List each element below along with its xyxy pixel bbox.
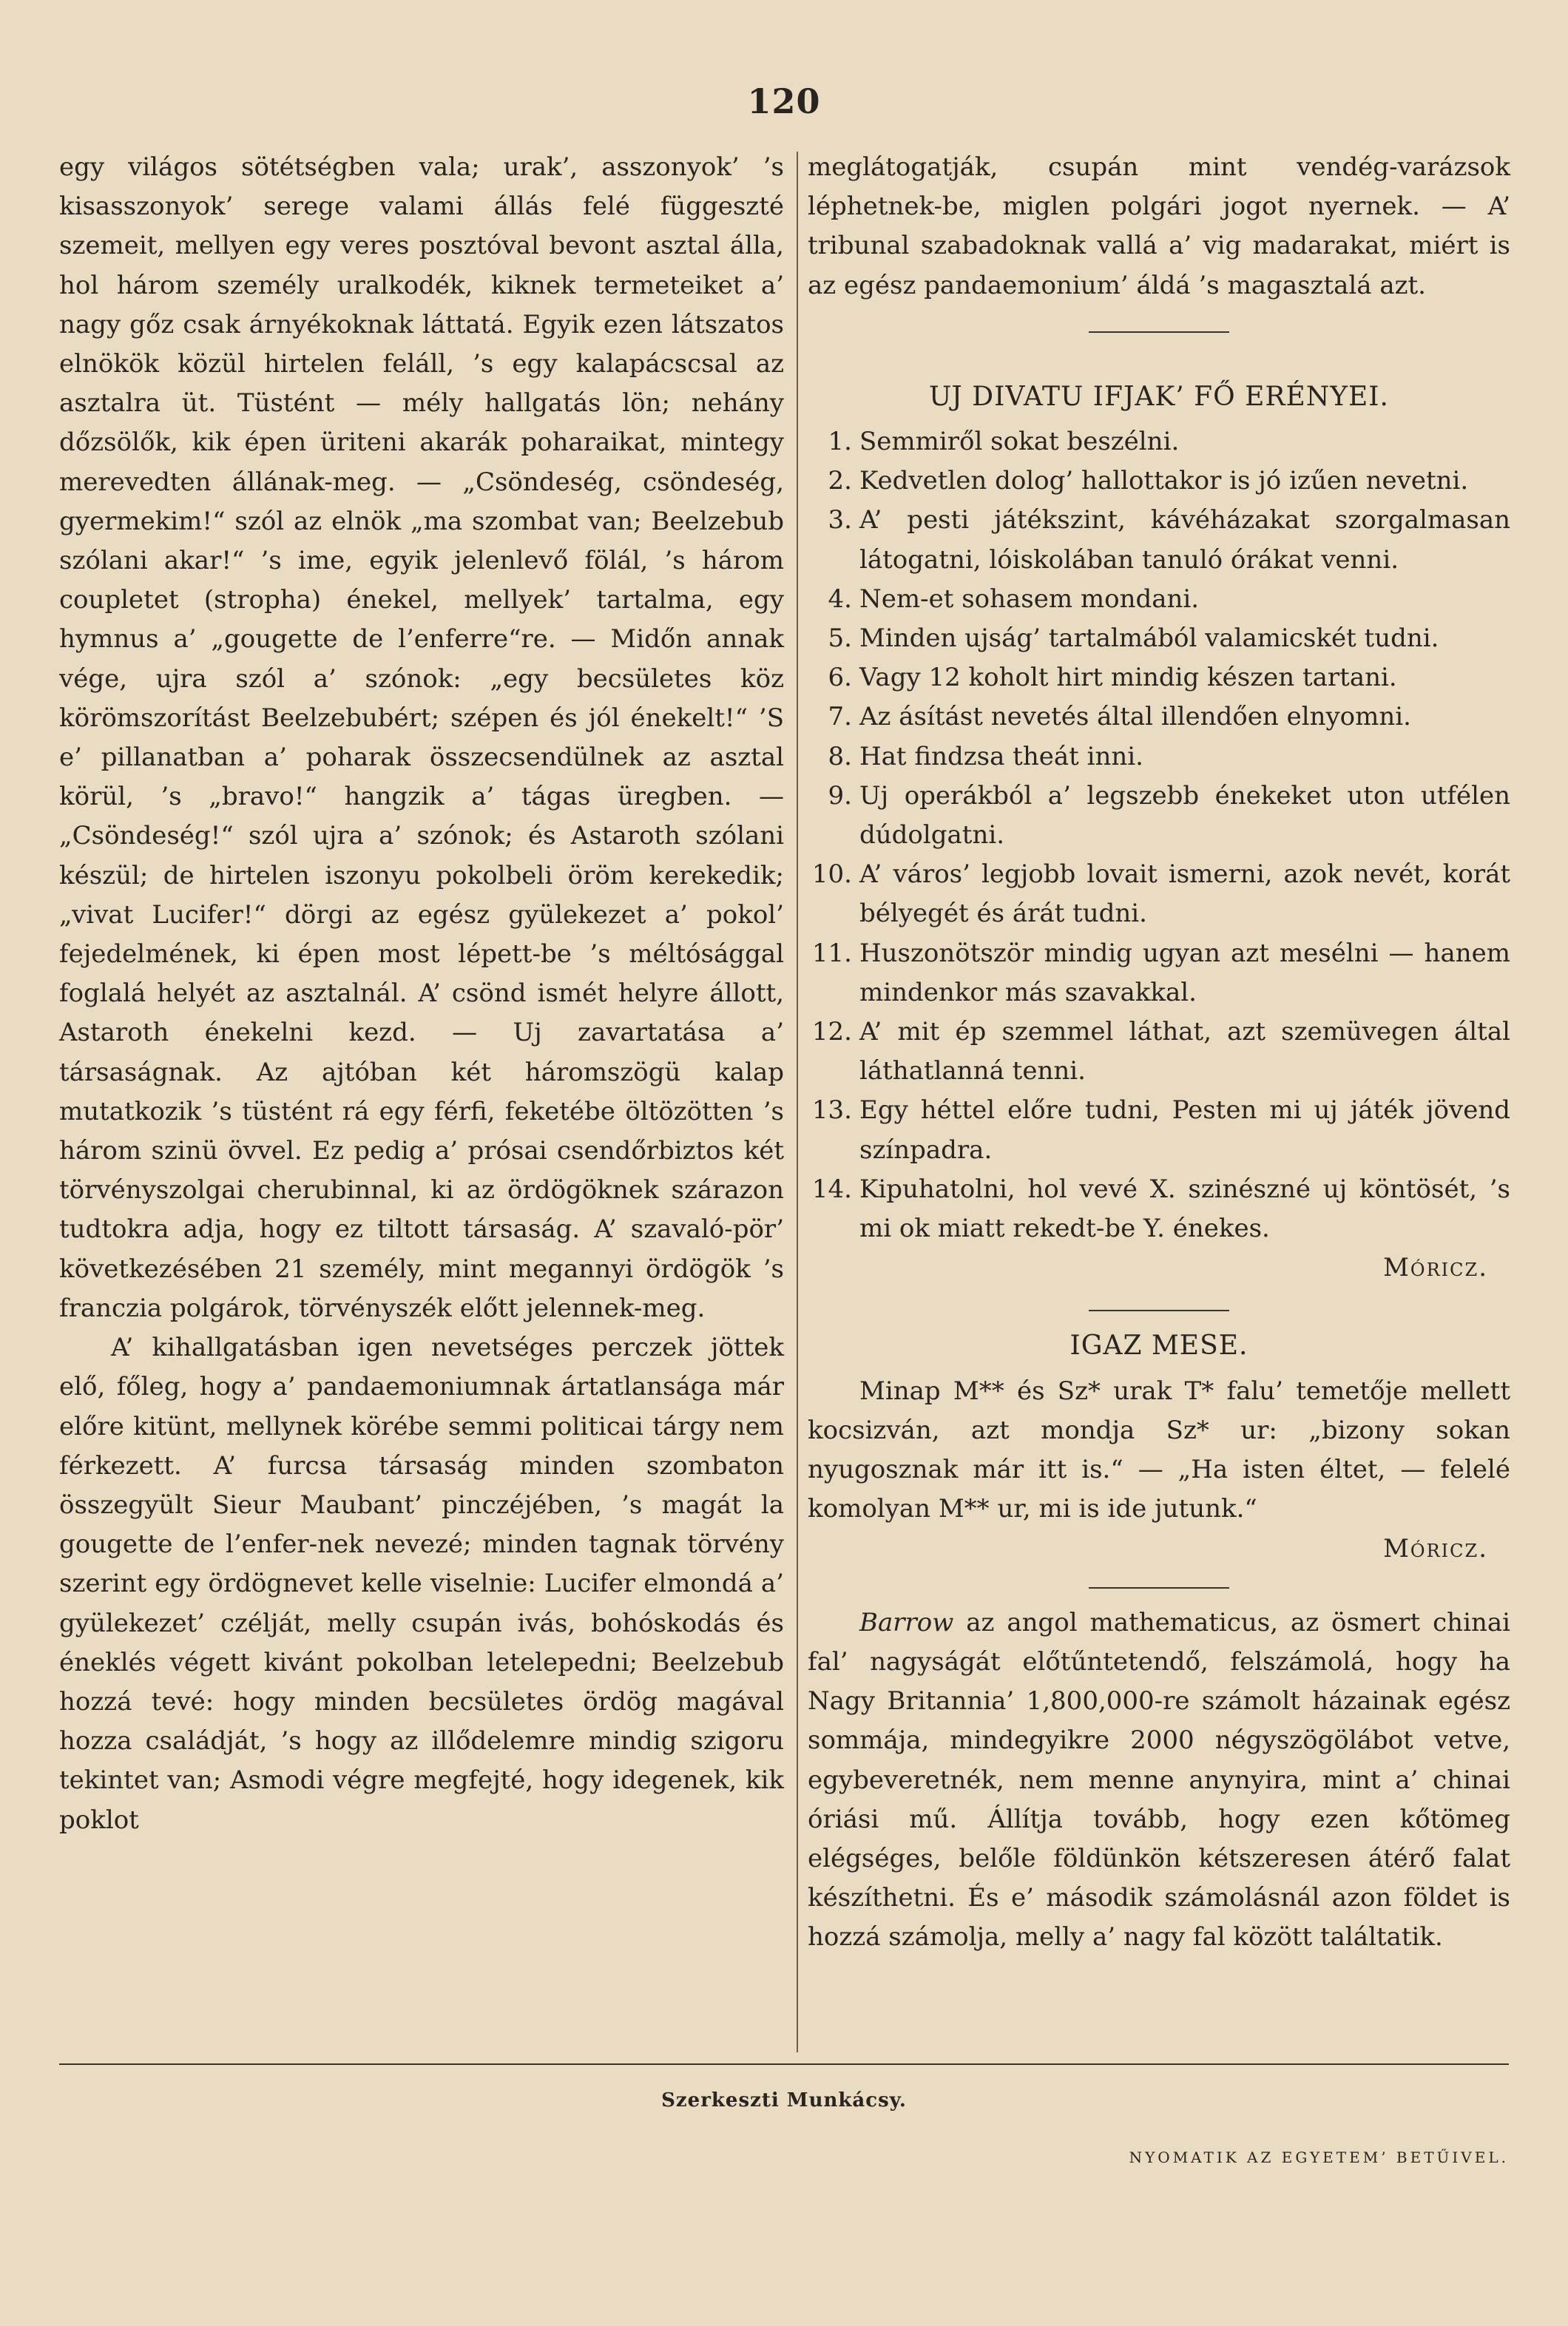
virtue-number: 5. (828, 623, 852, 654)
printer-line: NYOMATIK AZ EGYETEM’ BETŰIVEL. (1129, 2148, 1509, 2166)
virtue-text: Semmiről sokat beszélni. (859, 427, 1180, 457)
virtue-number: 14. (811, 1174, 852, 1204)
column-divider (797, 152, 798, 2052)
right-column (808, 148, 1510, 1958)
virtue-text: A’ mit ép szemmel láthat, azt szemüvegen által láthatlanná tenni. (859, 1017, 1510, 1086)
virtue-item (808, 1091, 1510, 1169)
virtue-text: Huszonötször mindig ugyan azt mesélni — hanem mindenkor más szavakkal. (859, 938, 1510, 1007)
virtue-number: 2. (828, 466, 852, 496)
left-column (59, 148, 784, 1840)
virtue-number: 10. (811, 859, 852, 890)
virtue-text: Egy héttel előre tudni, Pesten mi uj játék jövend színpadra. (859, 1095, 1510, 1165)
virtue-number: 9. (828, 780, 852, 811)
virtue-item (808, 580, 1510, 619)
section-separator (1089, 1310, 1229, 1311)
footer-rule (59, 2063, 1509, 2065)
virtue-item (808, 619, 1510, 658)
virtue-item (808, 697, 1510, 737)
virtue-item (808, 422, 1510, 462)
virtue-item (808, 737, 1510, 777)
virtue-item (808, 855, 1510, 933)
page-number: 120 (747, 81, 821, 121)
left-paragraph-1: egy világos sötétségben vala; urak’, asszonyok’ ’s kisasszonyok’ serege valami állás felé függeszté szemeit, mellyen egy veres posztóval bevont asztal álla, hol három személy uralkodék, kiknek termeteiket a’ nagy gőz csak árnyékoknak láttatá. Egyik ezen látszatos elnökök közül hirtelen feláll, ’s egy kalapácscsal az asztalra üt. Tüstént — mély hallgatás lön; nehány dőzsölők, kik épen üriteni akarák poharaikat, mintegy merevedten állának-meg. — „Csöndeség, csöndeség, gyermekim!“ szól az elnök „ma szombat van; Beelzebub szólani akar!“ ’s ime, egyik jelenlevő fölál, ’s három coupletet (stropha) énekel, mellyek’ tartalma, egy hymnus a’ „gougette de l’enferre“re. — Midőn annak vége, ujra szól a’ szónok: „egy becsületes köz körömszorítást Beelzebubért; szépen és jól énekelt!“ ’S e’ pillanatban a’ poharak összecsendülnek az asztal körül, ’s „bravo!“ hangzik a’ tágas üregben. — „Csöndeség!“ szól ujra a’ szónok; és Astaroth szólani készül; de hirtelen iszonyu pokolbeli öröm kerekedik; „vivat Lucifer!“ dörgi az egész gyülekezet a’ pokol’ fejedelmének, ki épen most lépett-be ’s méltósággal foglalá helyét az asztalnál. A’ csönd ismét helyre állott, Astaroth énekelni kezd. — Uj zavartatása a’ társaságnak. Az ajtóban két háromszögü kalap mutatkozik ’s tüstént rá egy férfi, feketébe öltözötten ’s három szinü övvel. Ez pedig a’ prósai csendőrbiztos két törvényszolgai cherubinnal, ki az ördögöknek szárazon tudtokra adja, hogy ez tiltott társaság. A’ szavaló-pör’ következésében 21 személy, mint megannyi ördögök ’s franczia polgárok, törvényszék előtt jelennek-meg. (59, 152, 784, 1323)
virtue-number: 8. (828, 741, 852, 771)
barrow-text: az angol mathematicus, az ösmert chinai fal’ nagyságát előtűntetendő, felszámolá, hogy ha Nagy Britannia’ 1,800,000-re számolt házainak egész sommája, mindegyikre 2000 négyszögölábot vetve, egybeveretnék, nem menne anynyira, mint a’ chinai óriási mű. Állítja tovább, hogy ezen kőtömeg elégséges, belőle földünkön kétszeresen átérő falat készíthetni. És e’ második számolásnál azon földet is hozzá számolja, melly a’ nagy fal között találtatik. (808, 1607, 1510, 1953)
virtue-number: 4. (828, 584, 852, 614)
signature-moricz-2: Móricz. (1383, 1533, 1488, 1563)
virtue-text: Kedvetlen dolog’ hallottakor is jó izűen nevetni. (859, 466, 1469, 496)
virtue-number: 1. (828, 427, 852, 457)
virtue-item (808, 934, 1510, 1012)
virtue-item (808, 1170, 1510, 1248)
virtue-number: 11. (811, 938, 852, 968)
virtue-text: Nem-et sohasem mondani. (859, 584, 1200, 614)
section-title-igaz-mese: IGAZ MESE. (1069, 1331, 1248, 1362)
virtue-item (808, 501, 1510, 579)
virtue-text: Uj operákból a’ legszebb énekeket uton utfélen dúdolgatni. (859, 780, 1510, 851)
virtue-number: 6. (828, 663, 852, 693)
virtue-text: A’ város’ legjobb lovait ismerni, azok nevét, korát bélyegét és árát tudni. (859, 859, 1510, 929)
virtues-list (808, 422, 1510, 1248)
section-title-virtues: UJ DIVATU IFJAK’ FŐ ERÉNYEI. (929, 381, 1389, 412)
virtue-item (808, 777, 1510, 855)
virtue-item (808, 1012, 1510, 1091)
barrow-paragraph (808, 1603, 1510, 1958)
virtue-text: Vagy 12 koholt hirt mindig készen tartani. (859, 663, 1397, 693)
virtue-text: Kipuhatolni, hol vevé X. szinészné uj köntösét, ’s mi ok miatt rekedt-be Y. énekes. (859, 1174, 1510, 1244)
editor-line: Szerkeszti Munkácsy. (661, 2089, 907, 2112)
right-continuation: meglátogatják, csupán mint vendég-varázsok léphetnek-be, miglen polgári jogot nyernek. — A’ tribunal szabadoknak vallá a’ vig madarakat, miért is az egész pandaemonium’ áldá ’s magasztalá azt. (808, 152, 1510, 300)
barrow-name: Barrow (859, 1607, 954, 1637)
virtue-number: 3. (828, 505, 852, 535)
section-separator (1089, 331, 1229, 333)
section-separator (1089, 1587, 1229, 1589)
virtue-number: 13. (811, 1095, 852, 1126)
virtue-item (808, 462, 1510, 501)
virtue-text: Az ásítást nevetés által illendően elnyomni. (859, 702, 1411, 732)
igaz-mese-text: Minap M** és Sz* urak T* falu’ temetője mellett kocsizván, azt mondja Sz* ur: „bizony sokan nyugosznak már itt is.“ — „Ha isten éltet, — felelé komolyan M** ur, mi is ide jutunk.“ (808, 1376, 1510, 1524)
virtue-text: Minden ujság’ tartalmából valamicskét tudni. (859, 623, 1439, 654)
signature-moricz-1: Móricz. (1383, 1253, 1488, 1283)
left-paragraph-2: A’ kihallgatásban igen nevetséges perczek jöttek elő, főleg, hogy a’ pandaemoniumnak ártatlansága már előre kitünt, mellynek körébe semmi politicai tárgy nem férkezett. A’ furcsa társaság minden szombaton összegyült Sieur Maubant’ pinczéjében, ’s magát la gougette de l’enfer-nek nevezé; minden tagnak törvény szerint egy ördögnevet kelle viselnie: Lucifer elmondá a’ gyülekezet’ czélját, melly csupán ivás, bohóskodás és éneklés végett kivánt pokolban letelepedni; Beelzebub hozzá tevé: hogy minden becsületes ördög magával hozza családját, ’s hogy az illődelemre mindig szigoru tekintet van; Asmodi végre megfejté, hogy idegenek, kik poklot (59, 1333, 784, 1835)
virtue-number: 12. (811, 1017, 852, 1047)
virtue-number: 7. (828, 702, 852, 732)
virtue-item (808, 658, 1510, 697)
virtue-text: A’ pesti játékszint, kávéházakat szorgalmasan látogatni, lóiskolában tanuló órákat venni. (859, 505, 1510, 575)
virtue-text: Hat findzsa theát inni. (859, 741, 1143, 771)
